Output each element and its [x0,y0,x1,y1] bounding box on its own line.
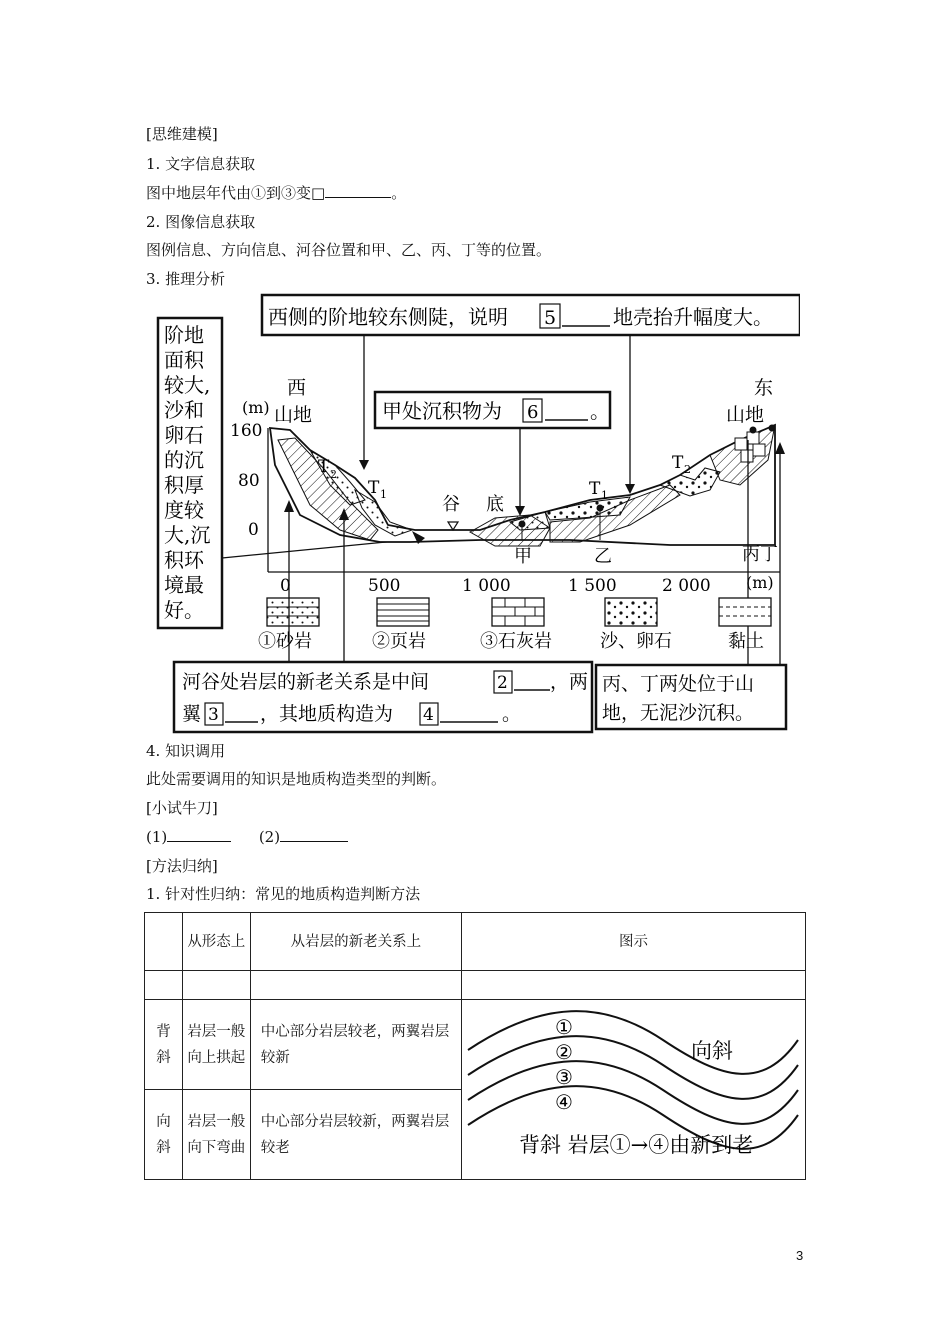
row-name-anticline: 背斜 [145,1000,183,1090]
callout-mid-text: 甲处沉积物为 [382,399,502,423]
x-tick-0: 0 [280,576,291,596]
answer-2-blank[interactable] [280,827,348,842]
x-tick-2000: 2 000 [662,576,711,596]
left-line-12: 好。 [164,598,204,622]
legend-shale: ②页岩 [372,631,426,652]
box-6: 6 [527,402,539,423]
item3-title: 3. 推理分析 [146,270,226,288]
page-number: 3 [796,1248,804,1263]
bottom-mid: ，两 [550,671,589,693]
geologic-profile-figure [150,290,800,735]
left-line-9: 大,沉 [164,523,211,547]
callout-right [596,665,786,729]
section-method-heading: [方法归纳] [146,857,218,875]
right-line1: 丙、丁两处位于山 [602,673,755,695]
left-line-8: 度较 [164,498,204,522]
terrace-t1-west: T [368,478,380,498]
label-yi: 乙 [594,546,612,567]
method-title: 1. 针对性归纳：常见的地质构造判断方法 [146,885,421,903]
fold-diagram [463,1000,803,1170]
diagram-cell [461,1000,805,1180]
legend-gravel: 沙、卵石 [600,631,672,652]
x-unit: (m) [746,573,774,592]
header-cell-shape: 从形态上 [182,913,250,971]
box-4: 4 [423,705,434,725]
answer-2-label: (2) [258,828,281,846]
answer-blank[interactable] [325,183,391,198]
left-line-4: 沙和 [164,398,204,422]
header-cell-relation: 从岩层的新老关系上 [250,913,461,971]
left-line-6: 的沉 [164,448,204,472]
callout-top-tail: 地壳抬升幅度大。 [613,305,773,329]
item1-text-prefix: 图中地层年代由①到③变□ [146,184,326,202]
x-tick-1000: 1 000 [462,576,511,596]
fold-layer-4: ④ [555,1090,574,1114]
left-line-3: 较大, [164,373,211,397]
fold-layer-2: ② [555,1040,574,1064]
fold-layer-1: ① [555,1015,574,1039]
legend-clay: 黏土 [728,631,764,652]
left-line-2: 面积 [164,348,204,372]
bottom-end: 。 [502,703,522,725]
box-3: 3 [208,705,219,725]
label-valley-floor: 底 [486,494,504,515]
section-model-heading: [思维建模] [146,125,218,143]
y-unit: (m) [242,398,270,417]
header-cell-empty [145,913,183,971]
row-shape-syncline: 岩层一般向下弯曲 [182,1090,250,1180]
right-line2: 地，无泥沙沉积。 [602,702,755,724]
label-west-mountain: 山地 [274,404,313,426]
callout-left [158,318,222,628]
x-tick-1500: 1 500 [568,576,617,596]
row-name-syncline: 向斜 [145,1090,183,1180]
left-line-7: 积厚 [164,473,204,497]
item4-title: 4. 知识调用 [146,742,226,760]
terrace-t2-east: T [672,453,684,473]
label-east-mountain: 山地 [726,404,765,426]
terrace-t1-east: T [589,479,601,499]
answer-1-label: (1) [146,828,168,846]
row-shape-anticline: 岩层一般向上拱起 [182,1000,250,1090]
callout-mid-tail: 。 [590,399,610,423]
item2-text: 图例信息、方向信息、河谷位置和甲、乙、丙、丁等的位置。 [146,241,552,259]
answer-1-blank[interactable] [167,827,231,842]
terrace-t2-west: T [318,457,330,477]
item1-text [146,183,406,203]
x-tick-500: 500 [368,576,401,596]
syncline-label: 向斜 [691,1039,734,1063]
table-empty-row [145,971,806,1000]
label-jia: 甲 [514,546,532,567]
table-header-row [145,913,806,971]
item4-text: 此处需要调用的知识是地质构造类型的判断。 [146,770,447,788]
callout-bottom [174,662,592,732]
item1-text-end: 。 [391,184,407,202]
terrace-t2-west-sub: 2 [330,468,337,481]
terrace-t1-west-sub: 1 [380,488,387,501]
left-line-10: 积环 [164,548,204,572]
y-tick-80: 80 [238,471,260,491]
bottom-line2a: 翼 [182,703,202,725]
structure-table [144,912,806,1180]
callout-middle [375,392,610,428]
table-row [145,1000,806,1090]
terrace-t1-east-sub: 1 [601,489,608,502]
left-line-11: 境最 [164,573,204,597]
legend-sandstone: ①砂岩 [258,631,312,652]
callout-top-text: 西侧的阶地较东侧陡，说明 [268,305,508,329]
left-line-5: 卵石 [164,423,204,447]
fold-layer-3: ③ [555,1065,574,1089]
bottom-line2b: ，其地质构造为 [260,703,394,725]
header-cell-diagram: 图示 [461,913,805,971]
legend-limestone: ③石灰岩 [480,631,552,652]
answer-lines [146,827,348,847]
point-ding [769,425,776,432]
box-5: 5 [544,307,557,329]
callout-top [262,295,800,335]
left-line-1: 阶地 [164,323,204,347]
row-relation-anticline: 中心部分岩层较老，两翼岩层较新 [250,1000,461,1090]
item1-title: 1. 文字信息获取 [146,155,256,173]
fold-caption: 背斜 岩层①→④由新到老 [519,1133,754,1157]
label-bing-ding: 丙丁 [742,544,778,565]
item2-title: 2. 图像信息获取 [146,213,256,231]
terrace-t2-east-sub: 2 [684,463,691,476]
y-tick-160: 160 [230,421,263,441]
label-valley: 谷 [442,494,460,515]
row-relation-syncline: 中心部分岩层较新，两翼岩层较老 [250,1090,461,1180]
label-west: 西 [287,377,307,399]
label-east: 东 [754,377,774,399]
legend [258,598,771,652]
box-2: 2 [497,673,508,693]
point-bing [750,427,757,434]
section-try-heading: [小试牛刀] [146,799,218,817]
y-tick-0: 0 [248,520,259,540]
bottom-line1: 河谷处岩层的新老关系是中间 [182,671,430,693]
